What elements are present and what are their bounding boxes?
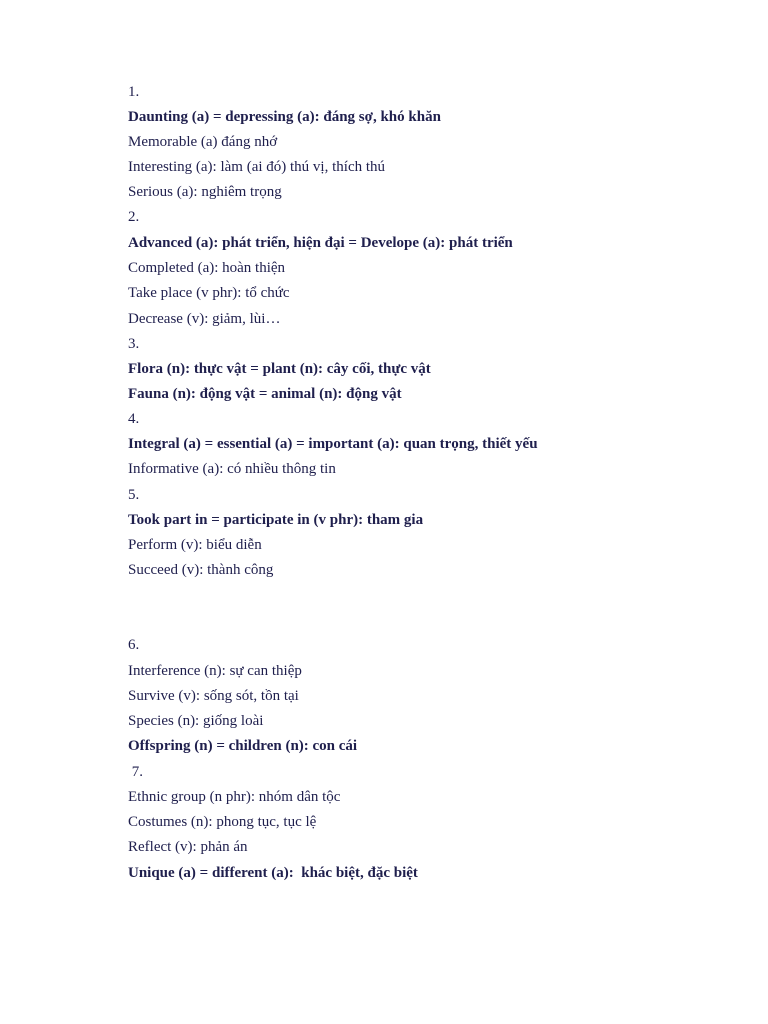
vocab-entry-took-part-in: Took part in = participate in (v phr): tham gia [128, 512, 424, 528]
vocab-entry-perform: Perform (v): biểu diễn [128, 537, 262, 553]
section-number-5: 5. [128, 487, 140, 503]
section-number-1: 1. [128, 84, 140, 100]
vocab-entry-ethnic-group: Ethnic group (n phr): nhóm dân tộc [128, 789, 341, 805]
vocab-entry-take-place: Take place (v phr): tổ chức [128, 285, 290, 301]
vocab-entry-informative: Informative (a): có nhiều thông tin [128, 461, 336, 477]
section-number-6: 6. [128, 637, 140, 653]
vocab-entry-memorable: Memorable (a) đáng nhớ [128, 134, 278, 150]
section-number-2: 2. [128, 209, 140, 225]
vocab-entry-unique: Unique (a) = different (a): khác biệt, đặc biệt [128, 865, 418, 881]
vocab-entry-fauna: Fauna (n): động vật = animal (n): động vật [128, 386, 402, 402]
vocab-entry-costumes: Costumes (n): phong tục, tục lệ [128, 814, 317, 830]
vocab-entry-offspring: Offspring (n) = children (n): con cái [128, 738, 358, 754]
vocab-entry-completed: Completed (a): hoàn thiện [128, 260, 286, 276]
vocab-entry-survive: Survive (v): sống sót, tồn tại [128, 688, 299, 704]
section-number-4: 4. [128, 411, 140, 427]
section-number-3: 3. [128, 336, 140, 352]
vocab-entry-succeed: Succeed (v): thành công [128, 562, 274, 578]
vocab-entry-integral: Integral (a) = essential (a) = important (a): quan trọng, thiết yếu [128, 436, 538, 452]
vocab-entry-decrease: Decrease (v): giảm, lùi… [128, 311, 281, 327]
vocab-entry-daunting: Daunting (a) = depressing (a): đáng sợ, khó khăn [128, 109, 441, 125]
vocab-entry-interesting: Interesting (a): làm (ai đó) thú vị, thích thú [128, 159, 386, 175]
vocab-entry-flora: Flora (n): thực vật = plant (n): cây cối, thực vật [128, 361, 431, 377]
vocab-entry-advanced: Advanced (a): phát triển, hiện đại = Develope (a): phát triển [128, 235, 513, 251]
vocab-entry-species: Species (n): giống loài [128, 713, 264, 729]
section-number-7: 7. [128, 764, 143, 780]
vocab-entry-interference: Interference (n): sự can thiệp [128, 663, 302, 679]
vocab-entry-reflect: Reflect (v): phản án [128, 839, 248, 855]
vocab-entry-serious: Serious (a): nghiêm trọng [128, 184, 282, 200]
